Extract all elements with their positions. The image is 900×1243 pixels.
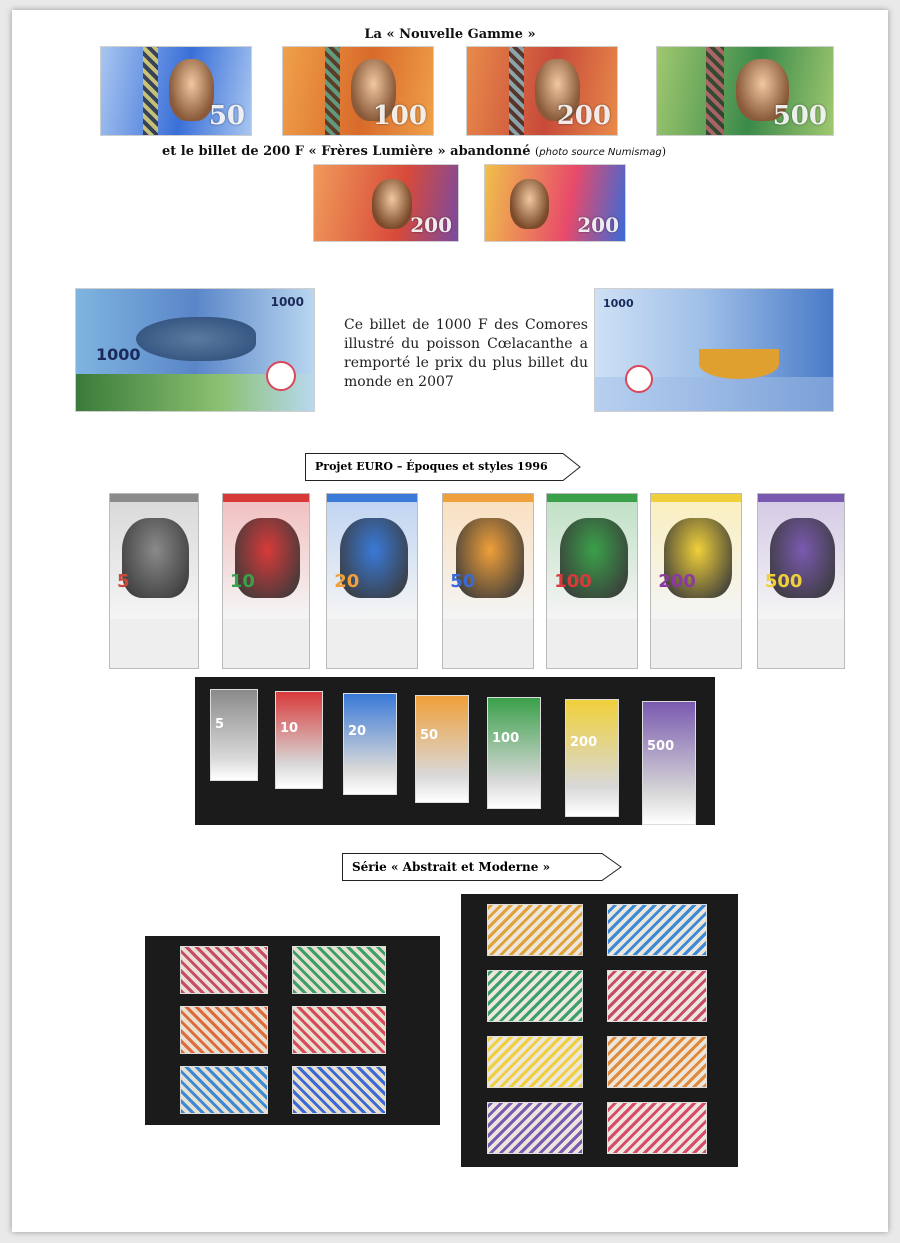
banknote-500f xyxy=(656,46,834,136)
abstrait-banknote xyxy=(487,1036,583,1088)
comoros-back-value: 1000 xyxy=(603,297,634,310)
euro-reverse-value: 5 xyxy=(215,717,225,732)
euro-project-banknote-100 xyxy=(546,493,638,669)
euro-reverse-value: 20 xyxy=(348,724,367,739)
abstrait-banknote xyxy=(487,1102,583,1154)
abstrait-panel-left xyxy=(145,936,440,1125)
banknote-value: 200 xyxy=(556,101,611,131)
banknote-value: 50 xyxy=(208,101,245,131)
abstrait-banknote xyxy=(180,946,268,994)
comoros-banknote-back xyxy=(594,288,834,412)
euro-reverse-note-10 xyxy=(275,691,323,789)
photo-source-note: (photo source Numismag) xyxy=(535,145,666,158)
banknote-100f xyxy=(282,46,434,136)
abstrait-banknote xyxy=(292,1006,386,1054)
comoros-front-value: 1000 xyxy=(96,345,141,364)
abstrait-banknote xyxy=(607,1102,707,1154)
euro-reverse-value: 50 xyxy=(420,727,439,743)
abstrait-banknote xyxy=(487,970,583,1022)
euro-reverse-note-500 xyxy=(642,701,696,825)
banknote-value: 100 xyxy=(372,101,427,131)
abstrait-banknote xyxy=(487,904,583,956)
euro-note-value: 100 xyxy=(554,570,592,592)
euro-reverse-value: 10 xyxy=(280,720,299,736)
section-title-projet-euro: Projet EURO – Époques et styles 1996 xyxy=(305,453,581,481)
projet-euro-reverse-panel xyxy=(195,677,715,825)
euro-reverse-value: 500 xyxy=(647,738,675,754)
lumiere-banknote-2 xyxy=(484,164,626,242)
abstrait-banknote xyxy=(607,970,707,1022)
coelacanth-illustration xyxy=(136,317,256,361)
euro-note-value: 200 xyxy=(658,570,696,592)
abstrait-banknote xyxy=(607,1036,707,1088)
euro-project-banknote-200 xyxy=(650,493,742,669)
abstrait-banknote xyxy=(180,1006,268,1054)
euro-reverse-note-50 xyxy=(415,695,469,803)
euro-note-value: 5 xyxy=(117,570,130,592)
abstrait-banknote xyxy=(292,1066,386,1114)
section-title-abstrait-moderne: Série « Abstrait et Moderne » xyxy=(342,853,622,881)
euro-note-value: 20 xyxy=(334,570,360,592)
abstrait-banknote xyxy=(180,1066,268,1114)
euro-note-value: 500 xyxy=(764,570,803,592)
banknote-value: 500 xyxy=(772,101,827,131)
euro-project-banknote-10 xyxy=(222,493,310,669)
abstrait-banknote xyxy=(607,904,707,956)
banknote-value: 200 xyxy=(577,213,619,237)
euro-project-banknote-20 xyxy=(326,493,418,669)
euro-reverse-note-200 xyxy=(565,699,619,817)
abstrait-banknote xyxy=(292,946,386,994)
banknote-200f xyxy=(466,46,618,136)
euro-reverse-note-100 xyxy=(487,697,541,809)
comoros-banknote-front xyxy=(75,288,315,412)
euro-project-banknote-500 xyxy=(757,493,845,669)
comoros-front-value-top: 1000 xyxy=(270,295,304,309)
banknote-50f xyxy=(100,46,252,136)
euro-note-value: 50 xyxy=(450,570,476,592)
euro-reverse-note-5 xyxy=(210,689,258,781)
comoros-caption: Ce billet de 1000 F des Comores illustré du poisson Cœlacanthe a remporté le prix du plus billet du monde en 2007 xyxy=(344,317,588,390)
fisherman-boat-illustration xyxy=(699,349,779,379)
euro-reverse-value: 100 xyxy=(492,731,520,746)
document-page xyxy=(12,10,888,1232)
euro-reverse-value: 200 xyxy=(570,734,598,750)
subtitle-main: et le billet de 200 F « Frères Lumière » abandonné xyxy=(162,144,531,159)
euro-note-value: 10 xyxy=(229,570,255,592)
euro-project-banknote-50 xyxy=(442,493,534,669)
lumiere-banknote-1 xyxy=(313,164,459,242)
banknote-value: 200 xyxy=(410,213,452,237)
section-subtitle-lumiere xyxy=(162,144,666,159)
euro-reverse-note-20 xyxy=(343,693,397,795)
euro-project-banknote-5 xyxy=(109,493,199,669)
abstrait-panel-right xyxy=(461,894,738,1167)
section-title-nouvelle-gamme: La « Nouvelle Gamme » xyxy=(364,27,536,42)
